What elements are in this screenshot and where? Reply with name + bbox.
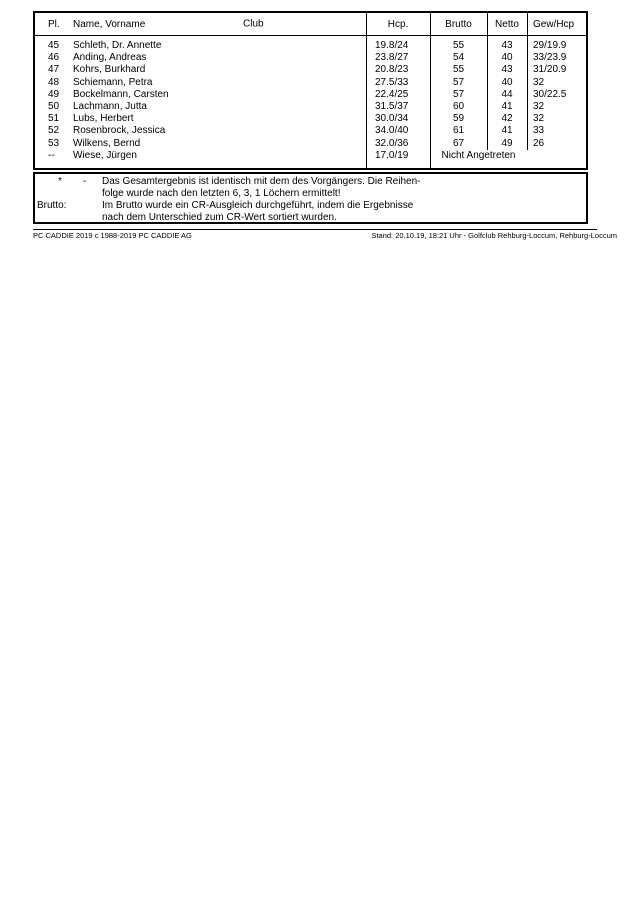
cell-hcp: 27.5/33 [375, 76, 409, 88]
cell-gew: 26 [533, 137, 545, 149]
cell-name: Kohrs, Burkhard [73, 64, 146, 76]
header-name [73, 19, 366, 30]
cell-hcp: 30.0/34 [375, 113, 409, 125]
cell-brutto: 55 [452, 64, 465, 76]
cell-netto: 43 [501, 40, 513, 51]
cell-hcp: 34.0/40 [375, 125, 409, 137]
table-row [35, 101, 586, 113]
cell-brutto: 60 [452, 101, 465, 113]
cell-hcp: 20.8/23 [375, 64, 409, 76]
cell-hcp: 19.8/24 [375, 40, 409, 51]
cell-gew: 32 [533, 101, 545, 113]
cell-netto: 49 [501, 137, 513, 149]
cell-pl: 51 [48, 113, 60, 125]
table-row-did-not-start [35, 150, 586, 162]
cell-name: Rosenbrock, Jessica [73, 125, 166, 137]
table-row [35, 52, 586, 64]
cell-pl: -- [48, 149, 55, 161]
header-hcp: Hcp. [387, 18, 409, 30]
header-gew: Gew/Hcp [533, 18, 575, 30]
cell-name: Schleth, Dr. Annette [73, 40, 162, 51]
cell-hcp: 32.0/36 [375, 137, 409, 149]
cell-name: Bockelmann, Carsten [73, 88, 169, 100]
footer-app-credit: PC CADDIE 2019 c 1988-2019 PC CADDIE AG [33, 231, 192, 240]
cell-hcp: 17.0/19 [375, 149, 409, 161]
cell-netto: 42 [501, 113, 513, 125]
cell-netto: 40 [501, 52, 513, 64]
cell-pl: 50 [48, 101, 60, 113]
footnote-line-4: nach dem Unterschied zum CR-Wert sortiert wurden. [102, 212, 337, 223]
cell-pl: 45 [48, 40, 60, 51]
cell-brutto: 54 [452, 52, 465, 64]
cell-hcp: 31.5/37 [375, 101, 409, 113]
cell-gew: 33 [533, 125, 545, 137]
table-row [35, 64, 586, 76]
column-divider-netto [487, 13, 488, 150]
header-brutto: Brutto [445, 18, 472, 30]
cell-gew: 32 [533, 113, 545, 125]
cell-brutto: 59 [452, 113, 465, 125]
header-netto: Netto [495, 18, 519, 30]
cell-name: Wiese, Jürgen [73, 149, 137, 161]
footnote-line-3: Im Brutto wurde ein CR-Ausgleich durchgeführt, indem die Ergebnisse [102, 200, 414, 211]
cell-netto: 43 [501, 64, 513, 76]
footnotes-box [33, 172, 588, 224]
table-row [35, 125, 586, 137]
cell-name: Schiemann, Petra [73, 76, 153, 88]
table-row [35, 113, 586, 125]
cell-name: Anding, Andreas [73, 52, 147, 64]
footnote-line-1: Das Gesamtergebnis ist identisch mit dem des Vorgängers. Die Reihen- [102, 176, 421, 187]
cell-name: Lachmann, Jutta [73, 101, 147, 113]
column-divider-brutto [430, 13, 431, 168]
table-row [35, 89, 586, 101]
header-name-label: Name, Vorname [73, 18, 146, 30]
footer-divider [33, 229, 597, 230]
cell-status: Nicht Angetreten [441, 149, 516, 161]
cell-gew [527, 150, 586, 162]
cell-netto: 40 [501, 76, 513, 88]
cell-brutto: 57 [452, 76, 465, 88]
cell-gew: 33/23.9 [533, 52, 567, 64]
cell-pl: 46 [48, 52, 60, 64]
cell-brutto: 55 [452, 40, 465, 51]
footnote-brutto-label: Brutto: [37, 200, 67, 211]
cell-netto: 41 [501, 125, 513, 137]
footer-status-line: Stand: 20.10.19, 18:21 Uhr - Golfclub Rehburg-Loccum, Rehburg-Loccum [371, 231, 617, 240]
results-table [33, 11, 588, 170]
cell-pl: 49 [48, 88, 60, 100]
footnote-line-2: folge wurde nach den letzten 6, 3, 1 Löchern ermittelt! [102, 188, 341, 199]
cell-pl: 52 [48, 125, 60, 137]
table-row [35, 40, 586, 52]
cell-pl: 47 [48, 64, 60, 76]
cell-gew: 30/22.5 [533, 88, 567, 100]
cell-gew: 29/19.9 [533, 40, 567, 51]
cell-gew: 31/20.9 [533, 64, 567, 76]
cell-brutto: 57 [452, 88, 465, 100]
column-divider-gew [527, 13, 528, 150]
cell-gew: 32 [533, 76, 545, 88]
cell-hcp: 22.4/25 [375, 88, 409, 100]
header-pl: Pl. [48, 18, 60, 30]
cell-pl: 48 [48, 76, 60, 88]
cell-brutto: 61 [452, 125, 465, 137]
table-row [35, 138, 586, 150]
cell-brutto: 67 [452, 137, 465, 149]
header-club: Club [243, 18, 264, 30]
footnote-star-symbol: * [58, 176, 62, 187]
cell-netto: 41 [501, 101, 513, 113]
cell-hcp: 23.8/27 [375, 52, 409, 64]
table-body [35, 36, 586, 168]
table-row [35, 77, 586, 89]
table-header-row [35, 13, 586, 36]
cell-netto: 44 [501, 88, 513, 100]
footnote-dash: - [83, 176, 87, 187]
cell-name: Lubs, Herbert [73, 113, 134, 125]
cell-pl: 53 [48, 137, 60, 149]
column-divider-hcp [366, 13, 367, 168]
cell-name: Wilkens, Bernd [73, 137, 141, 149]
